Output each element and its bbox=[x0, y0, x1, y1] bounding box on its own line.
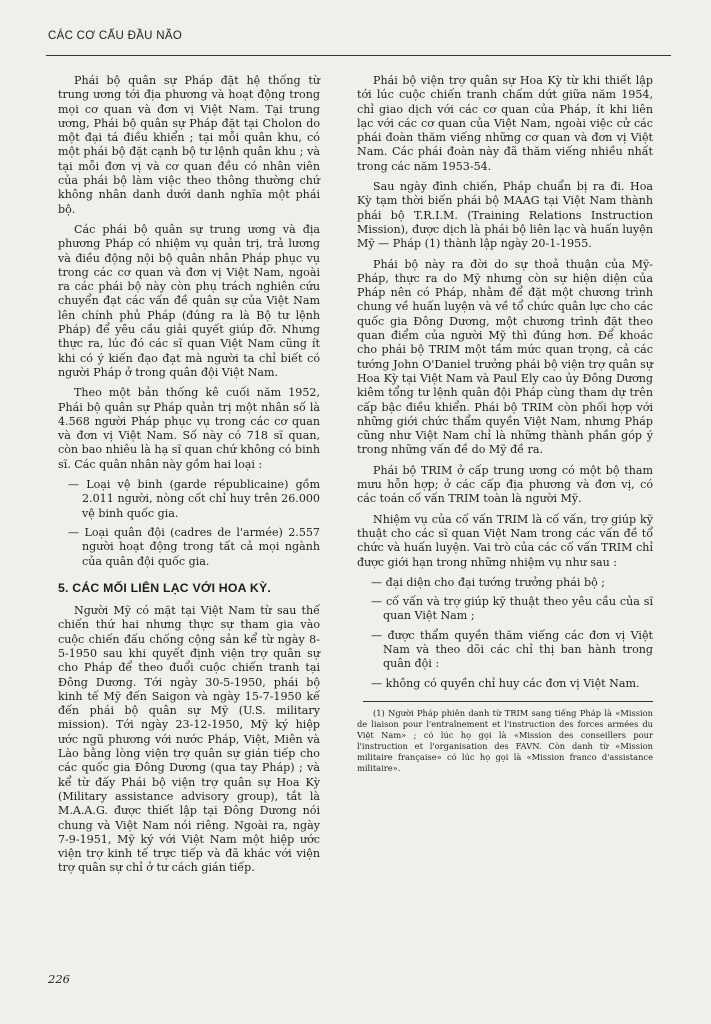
list-item: — Loại vệ binh (garde républicaine) gồm 2.011 người, nòng cốt chỉ huy trên 26.000 vệ binh quốc gia. bbox=[68, 478, 320, 520]
left-column bbox=[58, 74, 320, 882]
footnote-rule bbox=[363, 701, 653, 702]
footnote: (1) Người Pháp phiên danh từ TRIM sang tiếng Pháp là «Mission de liaison pour l'entraînement et l'instruction des forces armées du Việt Nam» ; có lúc họ gọi là «Mission des conseillers pour l'instruction et l'organisation des FAVN. Còn danh từ «Mission militaire française» có lúc họ gọi là «Mission franco d'assistance militaire». bbox=[357, 707, 653, 773]
list-item: — cố vấn và trợ giúp kỹ thuật theo yêu cầu của sĩ quan Việt Nam ; bbox=[371, 595, 653, 623]
list-item: — Loại quân đội (cadres de l'armée) 2.557 người hoạt động trong tất cả mọi ngành của quân đội quốc gia. bbox=[68, 525, 320, 568]
paragraph: Sau ngày đình chiến, Pháp chuẩn bị ra đi. Hoa Kỳ tạm thời biến phái bộ MAAG tại Việt Nam thành phái bộ T.R.I.M. (Training Relations Instruction Mission), được dịch là phái bộ liên lạc và huấn luyện Mỹ — Pháp (1) thành lập ngày 20-1-1955. bbox=[357, 180, 653, 251]
running-header: CÁC CƠ CẤU ĐẦU NÃO bbox=[48, 30, 183, 42]
paragraph: Nhiệm vụ của cố vấn TRIM là cố vấn, trợ giúp kỹ thuật cho các sĩ quan Việt Nam trong các vấn đề tổ chức và huấn luyện. Vai trò của các cố vấn TRIM chỉ được giới hạn trong những nhiệm vụ như sau : bbox=[357, 512, 653, 569]
paragraph: Phái bộ quân sự Pháp đặt hệ thống từ trung ương tới địa phương và hoạt động trong mọi cơ quan và đơn vị Việt Nam. Tại trung ương, Phái bộ quân sự Pháp đặt tại Cholon do một đại tá điều khiển ; tại mỗi quân khu, có một phái bộ đặt cạnh bộ tư lệnh quân khu ; và tại mỗi đơn vị và cơ quan đều có nhân viên của phái bộ làm việc theo thông thường chứ không nhân danh dưới danh nghĩa một phái bộ. bbox=[58, 74, 320, 216]
list-item: — được thẩm quyền thăm viếng các đơn vị Việt Nam và theo dõi các chỉ thị ban hành trong quân đội : bbox=[371, 628, 653, 671]
paragraph: Phái bộ này ra đời do sự thoả thuận của Mỹ-Pháp, thực ra do Mỹ nhưng còn sự hiện diện của Pháp nên có Pháp, nhằm để đặt một chương trình chung về huấn luyện và về tổ chức quân lực cho các quốc gia Đông Dương, một chương trình đặt theo quan điểm của người Mỹ thì đúng hơn. Để khoác cho phái bộ TRIM một tầm mức quan trọng, cả các tướng John O'Daniel trưởng phái bộ viện trợ quân sự Hoa Kỳ tại Việt Nam và Paul Ely cao ủy Đông Dương kiêm tổng tư lệnh quân đội Pháp cùng tham dự trên cấp bậc điều khiển. Phái bộ TRIM còn phối hợp với những giới chức thẩm quyền Việt Nam, nhưng Pháp cũng như Việt Nam chỉ là những thành phần góp ý trong những vấn đề do Mỹ đề ra. bbox=[357, 257, 653, 457]
list-item: — đại diện cho đại tướng trưởng phái bộ ; bbox=[371, 575, 606, 589]
list-item: — không có quyền chỉ huy các đơn vị Việt Nam. bbox=[371, 676, 640, 690]
paragraph: Các phái bộ quân sự trung ương và địa phương Pháp có nhiệm vụ quản trị, trả lương và điều động nội bộ quân nhân Pháp phục vụ trong các cơ quan và đơn vị Việt Nam, ngoài ra các phái bộ này còn phụ trách nghiên cứu chuyển đạt các vấn đề quân sự của Việt Nam lên chính phủ Pháp (đúng ra là Bộ tư lệnh Pháp) để yêu cầu giải quyết giúp đỡ. Nhưng thực ra, lúc đó các sĩ quan Việt Nam cũng ít khi có ý kiến đạo đạt mà người ta chỉ biết có người Pháp ở trong quân đội Việt Nam. bbox=[58, 222, 320, 379]
right-column bbox=[357, 74, 653, 780]
page-number: 226 bbox=[48, 972, 70, 986]
header-rule bbox=[46, 55, 671, 56]
paragraph: Phái bộ TRIM ở cấp trung ương có một bộ tham mưu hỗn hợp; ở các cấp địa phương và đơn vị, có các toán cố vấn TRIM toàn là người Mỹ. bbox=[357, 463, 653, 506]
paragraph: Người Mỹ có mặt tại Việt Nam từ sau thế chiến thứ hai nhưng thực sự tham gia vào cuộc chiến đấu chống cộng sản kể từ ngày 8-5-1950 sau khi quyết định viện trợ quân sự cho Pháp để theo đuổi cuộc chiến tranh tại Đông Dương. Tới ngày 30-5-1950, phái bộ kinh tế Mỹ đến Saigon và ngày 15-7-1950 kế đến phái bộ quân sự Mỹ (U.S. military mission). Tới ngày 23-12-1950, Mỹ ký hiệp ước ngũ phương với nước Pháp, Việt, Miên và Lào bằng lòng viện trợ quân sự gián tiếp cho các quốc gia Đông Dương (qua tay Pháp) ; và kể từ đấy Phái bộ viện trợ quân sự Hoa Kỳ (Military assistance advisory group), tắt là M.A.A.G. được thiết lập tại Đông Dương nói chung và Việt Nam nói riêng. Ngoài ra, ngày 7-9-1951, Mỹ ký với Việt Nam một hiệp ước viện trợ kinh tế trực tiếp và đã khác với viện trợ quân sự chỉ ở tư cách gián tiếp. bbox=[58, 604, 320, 875]
paragraph: Phái bộ viện trợ quân sự Hoa Kỳ từ khi thiết lập tới lúc cuộc chiến tranh chấm dứt giữa năm 1954, chỉ giao dịch với các cơ quan của Pháp, ít khi liên lạc với các cơ quan của Việt Nam, ngoài việc cử các phái đoàn thăm viếng những cơ quan và đơn vị Việt Nam. Các phái đoàn này đã thăm viếng nhiều nhất trong các năm 1953-54. bbox=[357, 74, 653, 173]
section-heading: 5. CÁC MỐI LIÊN LẠC VỚI HOA KỲ. bbox=[58, 580, 271, 595]
paragraph: Theo một bản thống kê cuối năm 1952, Phái bộ quân sự Pháp quản trị một nhân số là 4.568 người Pháp phục vụ trong các cơ quan và đơn vị Việt Nam. Số này có 718 sĩ quan, còn bao nhiêu là hạ sĩ quan chứ không có binh sĩ. Các quân nhân này gồm hai loại : bbox=[58, 386, 320, 471]
